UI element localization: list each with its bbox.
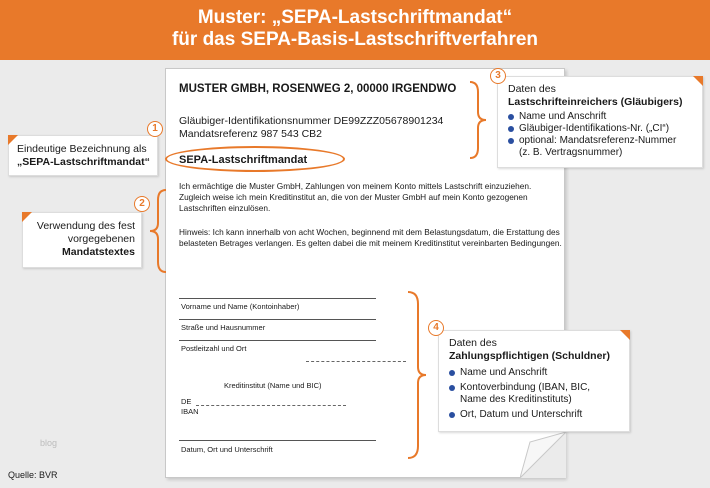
field-iban-label: IBAN	[181, 407, 199, 416]
list-item: optional: Mandatsreferenz-Nummer	[508, 135, 696, 147]
postal-dash-line	[306, 361, 406, 362]
field-line	[179, 340, 376, 341]
callout-corner	[8, 135, 18, 145]
list-item: Kontoverbindung (IBAN, BIC,	[449, 382, 623, 394]
document-creditor-id: Gläubiger-Identifikationsnummer DE99ZZZ05678901234	[179, 115, 444, 127]
callout-2-line1: Verwendung des fest	[36, 220, 135, 232]
list-item: Ort, Datum und Unterschrift	[449, 409, 623, 421]
list-item-continuation: (z. B. Vertragsnummer)	[519, 147, 623, 158]
callout-2-line3: Mandatstextes	[62, 246, 135, 258]
callout-corner	[22, 212, 32, 222]
callout-2-line2: vorgegebenen	[67, 233, 135, 245]
list-item: Name und Anschrift	[508, 111, 696, 123]
creditor-brace	[468, 80, 488, 160]
text-brace	[148, 188, 168, 274]
field-bank-label: Kreditinstitut (Name und BIC)	[224, 381, 322, 390]
field-line	[179, 298, 376, 299]
list-item: Gläubiger-Identifikations-Nr. („CI“)	[508, 123, 696, 135]
step-number-2: 2	[134, 196, 150, 212]
field-postal-label: Postleitzahl und Ort	[181, 344, 247, 353]
callout-4-title2: Zahlungspflichtigen (Schuldner)	[449, 350, 610, 362]
field-de-label: DE	[181, 397, 192, 406]
document-paragraph-2: Hinweis: Ich kann innerhalb von acht Wochen, beginnend mit dem Belastungsdatum, die Erstattung des belasteten Betrages verlangen. Es gelten dabei die mit meinem Kreditinstitut vereinbarten Bedingungen.	[179, 227, 562, 248]
document-title: SEPA-Lastschriftmandat	[179, 154, 308, 166]
title-highlight-ellipse	[165, 146, 345, 172]
callout-corner	[620, 330, 630, 340]
callout-1-line2: „SEPA-Lastschriftmandat“	[17, 156, 150, 168]
document-paragraph-1: Ich ermächtige die Muster GmbH, Zahlungen von meinem Konto mittels Lastschrift einzuziehen. Zugleich weise ich mein Kreditinstitut an, die von der Muster GmbH auf mein Konto gezogenen Lastschriften einzulösen.	[179, 181, 532, 213]
list-item-continuation: Name des Kreditinstituts)	[460, 394, 572, 405]
step-number-3: 3	[490, 68, 506, 84]
field-name-label: Vorname und Name (Kontoinhaber)	[181, 302, 300, 311]
iban-dash-line	[196, 405, 346, 406]
debtor-list	[449, 367, 623, 394]
callout-creditor-data	[497, 76, 703, 168]
header-banner	[0, 0, 710, 60]
callout-3-title1: Daten des	[508, 83, 556, 95]
field-line	[179, 319, 376, 320]
callout-4-title1: Daten des	[449, 337, 497, 349]
list-item: Name und Anschrift	[449, 367, 623, 379]
callout-debtor-data	[438, 330, 630, 432]
document-mandate-ref: Mandatsreferenz 987 543 CB2	[179, 128, 323, 140]
step-number-4: 4	[428, 320, 444, 336]
watermark: blog	[40, 438, 58, 448]
header-title-line2: für das SEPA-Basis-Lastschriftverfahren	[171, 29, 539, 50]
creditor-list	[508, 111, 696, 147]
header-title-line1: Muster: „SEPA-Lastschriftmandat“	[197, 7, 513, 28]
source-credit: Quelle: BVR	[8, 470, 58, 480]
step-number-1: 1	[147, 121, 163, 137]
page-fold-corner	[520, 432, 566, 478]
field-street-label: Straße und Hausnummer	[181, 323, 266, 332]
callout-1-line1: Eindeutige Bezeichnung als	[17, 143, 147, 155]
field-line	[179, 440, 376, 441]
debtor-list-2	[449, 409, 623, 421]
callout-corner	[693, 76, 703, 86]
callout-mandate-title	[8, 135, 158, 176]
callout-3-title2: Lastschrifteinreichers (Gläubigers)	[508, 96, 683, 108]
callout-mandate-text	[22, 212, 142, 268]
document-company: MUSTER GMBH, ROSENWEG 2, 00000 IRGENDWO	[179, 83, 457, 95]
field-date-signature-label: Datum, Ort und Unterschrift	[181, 445, 273, 454]
debtor-brace	[406, 290, 428, 460]
